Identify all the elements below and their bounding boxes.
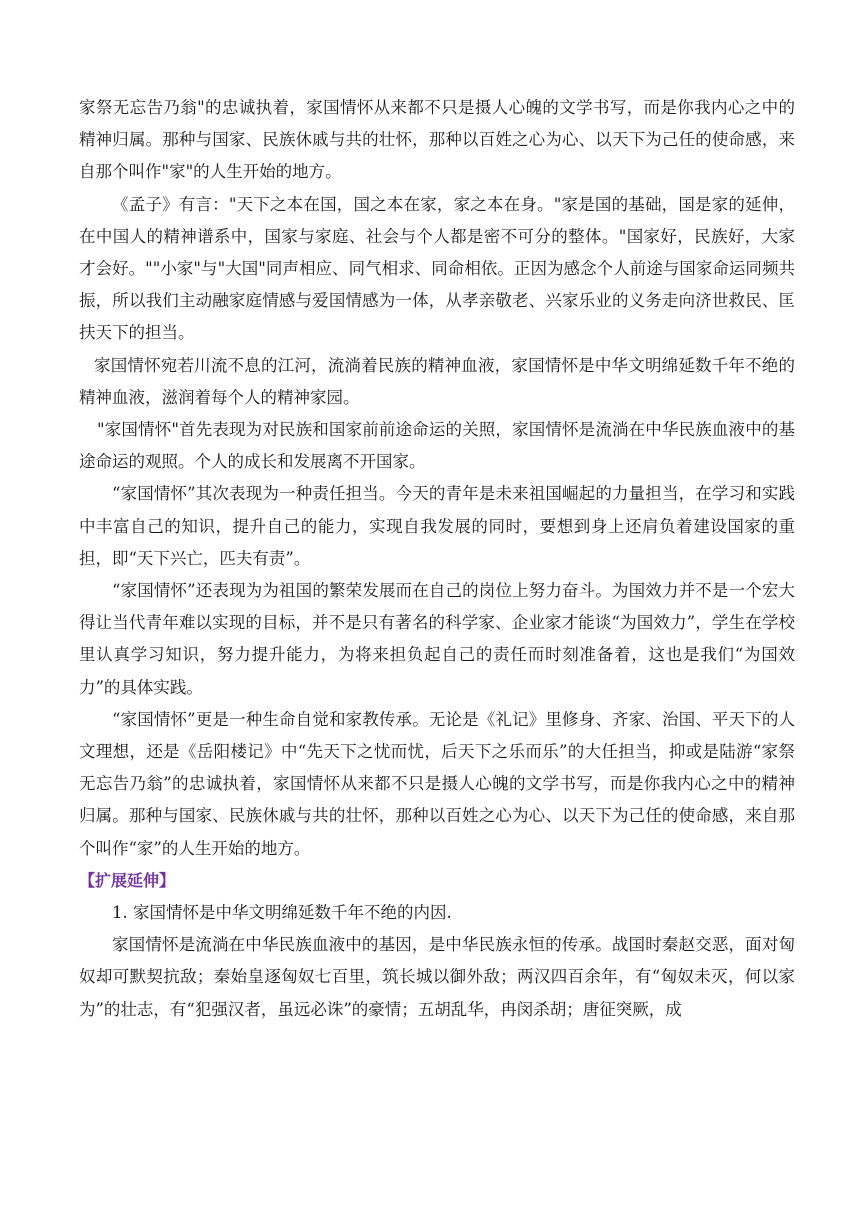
paragraph-3: 家国情怀宛若川流不息的江河，流淌着民族的精神血液，家国情怀是中华文明绵延数千年不绝的精神血液，滋润着每个人的精神家园。 bbox=[79, 355, 795, 407]
paragraph-8: 家国情怀是流淌在中华民族血液中的基因，是中华民族永恒的传承。战国时秦赵交恶，面对匈奴却可默契抗敌；秦始皇逐匈奴七百里，筑长城以御外敌；两汉四百余年，有“匈奴未灭，何以家为”的壮志，有“犯强汉者，虽远必诛”的豪情；五胡乱华，冉闵杀胡；唐征突厥，成 bbox=[79, 935, 795, 1019]
paragraph-6: “家国情怀”还表现为为祖国的繁荣发展而在自己的岗位上努力奋斗。为国效力并不是一个宏大得让当代青年难以实现的目标，并不是只有著名的科学家、企业家才能谈“为国效力”，学生在学校里认真学习知识，努力提升能力，为将来担负起自己的责任而时刻准备着，这也是我们“为国效力”的具体实践。 bbox=[79, 581, 795, 697]
section-heading: 【扩展延伸】 bbox=[79, 870, 176, 890]
paragraph-5: “家国情怀”其次表现为一种责任担当。今天的青年是未来祖国崛起的力量担当，在学习和实践中丰富自己的知识，提升自己的能力，实现自我发展的同时，要想到身上还肩负着建设国家的重担，即“天下兴亡，匹夫有责”。 bbox=[79, 484, 795, 568]
list-item-1: 1. 家国情怀是中华文明绵延数千年不绝的内因. bbox=[112, 903, 452, 923]
paragraph-2: 《孟子》有言："天下之本在国，国之本在家，家之本在身。"家是国的基础，国是家的延伸，在中国人的精神谱系中，国家与家庭、社会与个人都是密不可分的整体。"国家好，民族好，大家才会好。""小家"与"大国"同声相应、同气相求、同命相依。正因为感念个人前途与国家命运同频共振，所以我们主动融家庭情感与爱国情感为一体，从孝亲敬老、兴家乐业的义务走向济世救民、匡扶天下的担当。 bbox=[79, 194, 795, 343]
paragraph-1: 家祭无忘告乃翁"的忠诚执着，家国情怀从来都不只是摄人心魄的文学书写，而是你我内心之中的精神归属。那种与国家、民族休戚与共的壮怀，那种以百姓之心为心、以天下为己任的使命感，来自那个叫作"家"的人生开始的地方。 bbox=[79, 98, 795, 182]
paragraph-7: “家国情怀”更是一种生命自觉和家教传承。无论是《礼记》里修身、齐家、治国、平天下的人文理想，还是《岳阳楼记》中“先天下之忧而忧，后天下之乐而乐”的大任担当，抑或是陆游“家祭无忘告乃翁”的忠诚执着，家国情怀从来都不只是摄人心魄的文学书写，而是你我内心之中的精神归属。那种与国家、民族休戚与共的壮怀，那种以百姓之心为心、以天下为己任的使命感，来自那个叫作“家”的人生开始的地方。 bbox=[79, 709, 795, 858]
document-page bbox=[79, 92, 795, 1026]
paragraph-4: "家国情怀"首先表现为对民族和国家前前途命运的关照，家国情怀是流淌在中华民族血液中的基途命运的观照。个人的成长和发展离不开国家。 bbox=[79, 420, 795, 472]
